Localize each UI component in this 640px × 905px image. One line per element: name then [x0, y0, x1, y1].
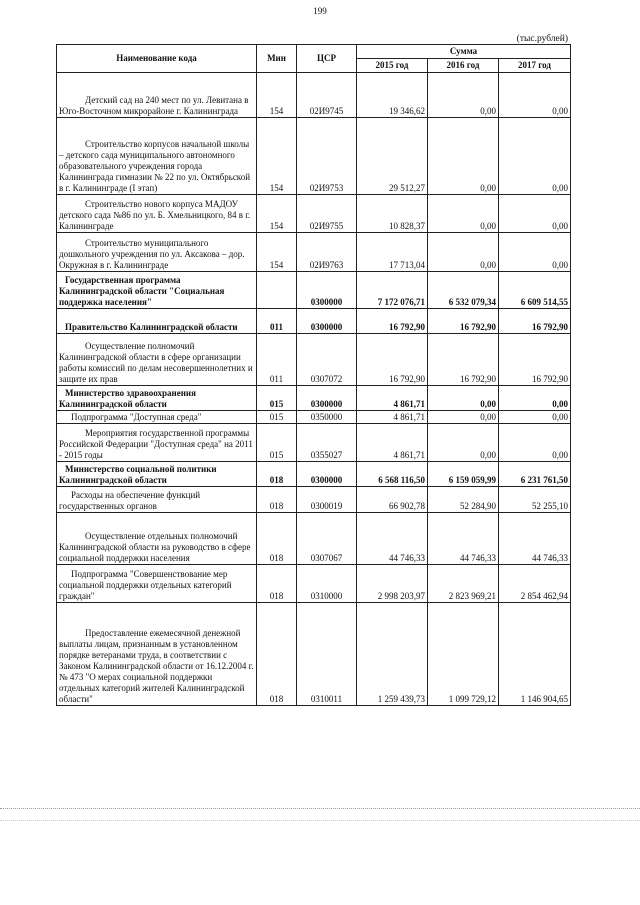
- row-csr: 02И9755: [297, 195, 357, 233]
- row-min: 011: [257, 334, 297, 386]
- row-csr: 0350000: [297, 411, 357, 424]
- table-row: [57, 334, 571, 386]
- row-2016: 44 746,33: [428, 513, 499, 565]
- table-row: [57, 386, 571, 411]
- table-row: [57, 513, 571, 565]
- row-2015: 1 259 439,73: [357, 603, 428, 706]
- row-2017: 16 792,90: [499, 309, 571, 334]
- row-2017: 6 231 761,50: [499, 462, 571, 487]
- row-2015: 4 861,71: [357, 411, 428, 424]
- row-2017: 0,00: [499, 73, 571, 118]
- row-2015: 66 902,78: [357, 487, 428, 513]
- row-min: 011: [257, 309, 297, 334]
- table-row: [57, 411, 571, 424]
- row-2015: 16 792,90: [357, 334, 428, 386]
- header-2016: 2016 год: [428, 59, 499, 73]
- header-name: Наименование кода: [57, 45, 257, 73]
- row-2017: 44 746,33: [499, 513, 571, 565]
- row-2016: 16 792,90: [428, 334, 499, 386]
- row-csr: 0300000: [297, 462, 357, 487]
- row-name: Министерство социальной политики Калининградской области: [59, 464, 217, 485]
- row-name: Строительство муниципального дошкольного учреждения по ул. Аксакова – дор. Окружная в г. Калининграде: [59, 238, 245, 270]
- row-2016: 0,00: [428, 386, 499, 411]
- row-2015: 7 172 076,71: [357, 272, 428, 309]
- row-2016: 0,00: [428, 411, 499, 424]
- row-min: 015: [257, 424, 297, 462]
- row-name: Подпрограмма "Доступная среда": [71, 412, 202, 422]
- row-2017: 0,00: [499, 233, 571, 272]
- row-2016: 1 099 729,12: [428, 603, 499, 706]
- row-2016: 16 792,90: [428, 309, 499, 334]
- row-min: 154: [257, 195, 297, 233]
- row-min: [257, 272, 297, 309]
- header-sum: Сумма: [357, 45, 571, 59]
- row-2016: 0,00: [428, 195, 499, 233]
- row-2016: 0,00: [428, 424, 499, 462]
- header-2017: 2017 год: [499, 59, 571, 73]
- row-2017: 16 792,90: [499, 334, 571, 386]
- table-row: [57, 272, 571, 309]
- table-row: [57, 309, 571, 334]
- table-row: [57, 487, 571, 513]
- row-2017: 0,00: [499, 424, 571, 462]
- row-2016: 0,00: [428, 118, 499, 195]
- row-min: 015: [257, 411, 297, 424]
- row-name: Расходы на обеспечение функций государственных органов: [59, 490, 201, 511]
- row-min: 154: [257, 233, 297, 272]
- table-row: [57, 424, 571, 462]
- table-row: [57, 73, 571, 118]
- row-2015: 4 861,71: [357, 424, 428, 462]
- row-name: Строительство корпусов начальной школы – детского сада муниципального автономного образовательного учреждения города Калининграда гимназии № 22 по ул. Октябрьской в г. Калининграде (I этап): [59, 139, 251, 193]
- row-2015: 17 713,04: [357, 233, 428, 272]
- row-2015: 6 568 116,50: [357, 462, 428, 487]
- row-csr: 02И9745: [297, 73, 357, 118]
- row-min: 015: [257, 386, 297, 411]
- row-2015: 10 828,37: [357, 195, 428, 233]
- units-label: (тыс.рублей): [516, 34, 568, 44]
- row-2017: 0,00: [499, 195, 571, 233]
- row-2017: 2 854 462,94: [499, 565, 571, 603]
- row-name: Детский сад на 240 мест по ул. Левитана в Юго-Восточном микрорайоне г. Калининграда: [59, 95, 249, 116]
- row-2017: 52 255,10: [499, 487, 571, 513]
- table-row: [57, 462, 571, 487]
- row-name: Министерство здравоохранения Калининградской области: [59, 388, 196, 409]
- row-2017: 0,00: [499, 118, 571, 195]
- row-name: Осуществление отдельных полномочий Калининградской области на руководство в сфере социальной поддержки населения: [59, 531, 251, 563]
- row-csr: 0300019: [297, 487, 357, 513]
- row-2016: 6 532 079,34: [428, 272, 499, 309]
- row-2015: 19 346,62: [357, 73, 428, 118]
- row-csr: 0310011: [297, 603, 357, 706]
- row-min: 018: [257, 603, 297, 706]
- row-csr: 02И9763: [297, 233, 357, 272]
- row-2015: 4 861,71: [357, 386, 428, 411]
- row-csr: 0310000: [297, 565, 357, 603]
- table-row: [57, 118, 571, 195]
- row-2016: 6 159 059,99: [428, 462, 499, 487]
- budget-table: [56, 44, 571, 706]
- row-name: Строительство нового корпуса МАДОУ детского сада №86 по ул. Б. Хмельницкого, 84 в г. Калининграде: [59, 199, 251, 231]
- row-2016: 0,00: [428, 73, 499, 118]
- row-name: Государственная программа Калининградской области "Социальная поддержка населения": [59, 275, 225, 307]
- row-name: Подпрограмма "Совершенствование мер социальной поддержки отдельных категорий граждан": [59, 569, 232, 601]
- row-csr: 0307072: [297, 334, 357, 386]
- row-min: 018: [257, 462, 297, 487]
- row-2016: 52 284,90: [428, 487, 499, 513]
- row-csr: 0300000: [297, 386, 357, 411]
- row-2016: 2 823 969,21: [428, 565, 499, 603]
- row-min: 154: [257, 118, 297, 195]
- row-2015: 2 998 203,97: [357, 565, 428, 603]
- row-2017: 0,00: [499, 411, 571, 424]
- table-row: [57, 565, 571, 603]
- row-csr: 02И9753: [297, 118, 357, 195]
- row-name: Мероприятия государственной программы Российской Федерации "Доступная среда" на 2011 - 2015 годы: [59, 428, 253, 460]
- row-min: 018: [257, 487, 297, 513]
- row-min: 018: [257, 513, 297, 565]
- page-number: 199: [313, 6, 327, 16]
- table-row: [57, 603, 571, 706]
- row-2015: 16 792,90: [357, 309, 428, 334]
- table-row: [57, 233, 571, 272]
- row-name: Предоставление ежемесячной денежной выплаты лицам, признанным в установленном порядке ветеранами труда, в соответствии с Законом Калининградской области от 16.12.2004 г. № 473 "О мерах социальной поддержки отдельных категорий жителей Калининградской области": [59, 628, 254, 704]
- header-2015: 2015 год: [357, 59, 428, 73]
- row-name: Осуществление полномочий Калининградской области в сфере организации работы комиссий по делам несовершеннолетних и защите их прав: [59, 341, 253, 384]
- row-csr: 0300000: [297, 272, 357, 309]
- row-2017: 6 609 514,55: [499, 272, 571, 309]
- row-csr: 0300000: [297, 309, 357, 334]
- row-csr: 0355027: [297, 424, 357, 462]
- scan-artifact-line: [0, 808, 640, 810]
- row-2017: 0,00: [499, 386, 571, 411]
- table-row: [57, 195, 571, 233]
- row-2017: 1 146 904,65: [499, 603, 571, 706]
- row-2015: 44 746,33: [357, 513, 428, 565]
- row-name: Правительство Калининградской области: [65, 322, 238, 332]
- header-min: Мин: [257, 45, 297, 73]
- header-csr: ЦСР: [297, 45, 357, 73]
- scan-artifact-line: [0, 820, 640, 822]
- row-2016: 0,00: [428, 233, 499, 272]
- row-csr: 0307067: [297, 513, 357, 565]
- row-2015: 29 512,27: [357, 118, 428, 195]
- row-min: 154: [257, 73, 297, 118]
- row-min: 018: [257, 565, 297, 603]
